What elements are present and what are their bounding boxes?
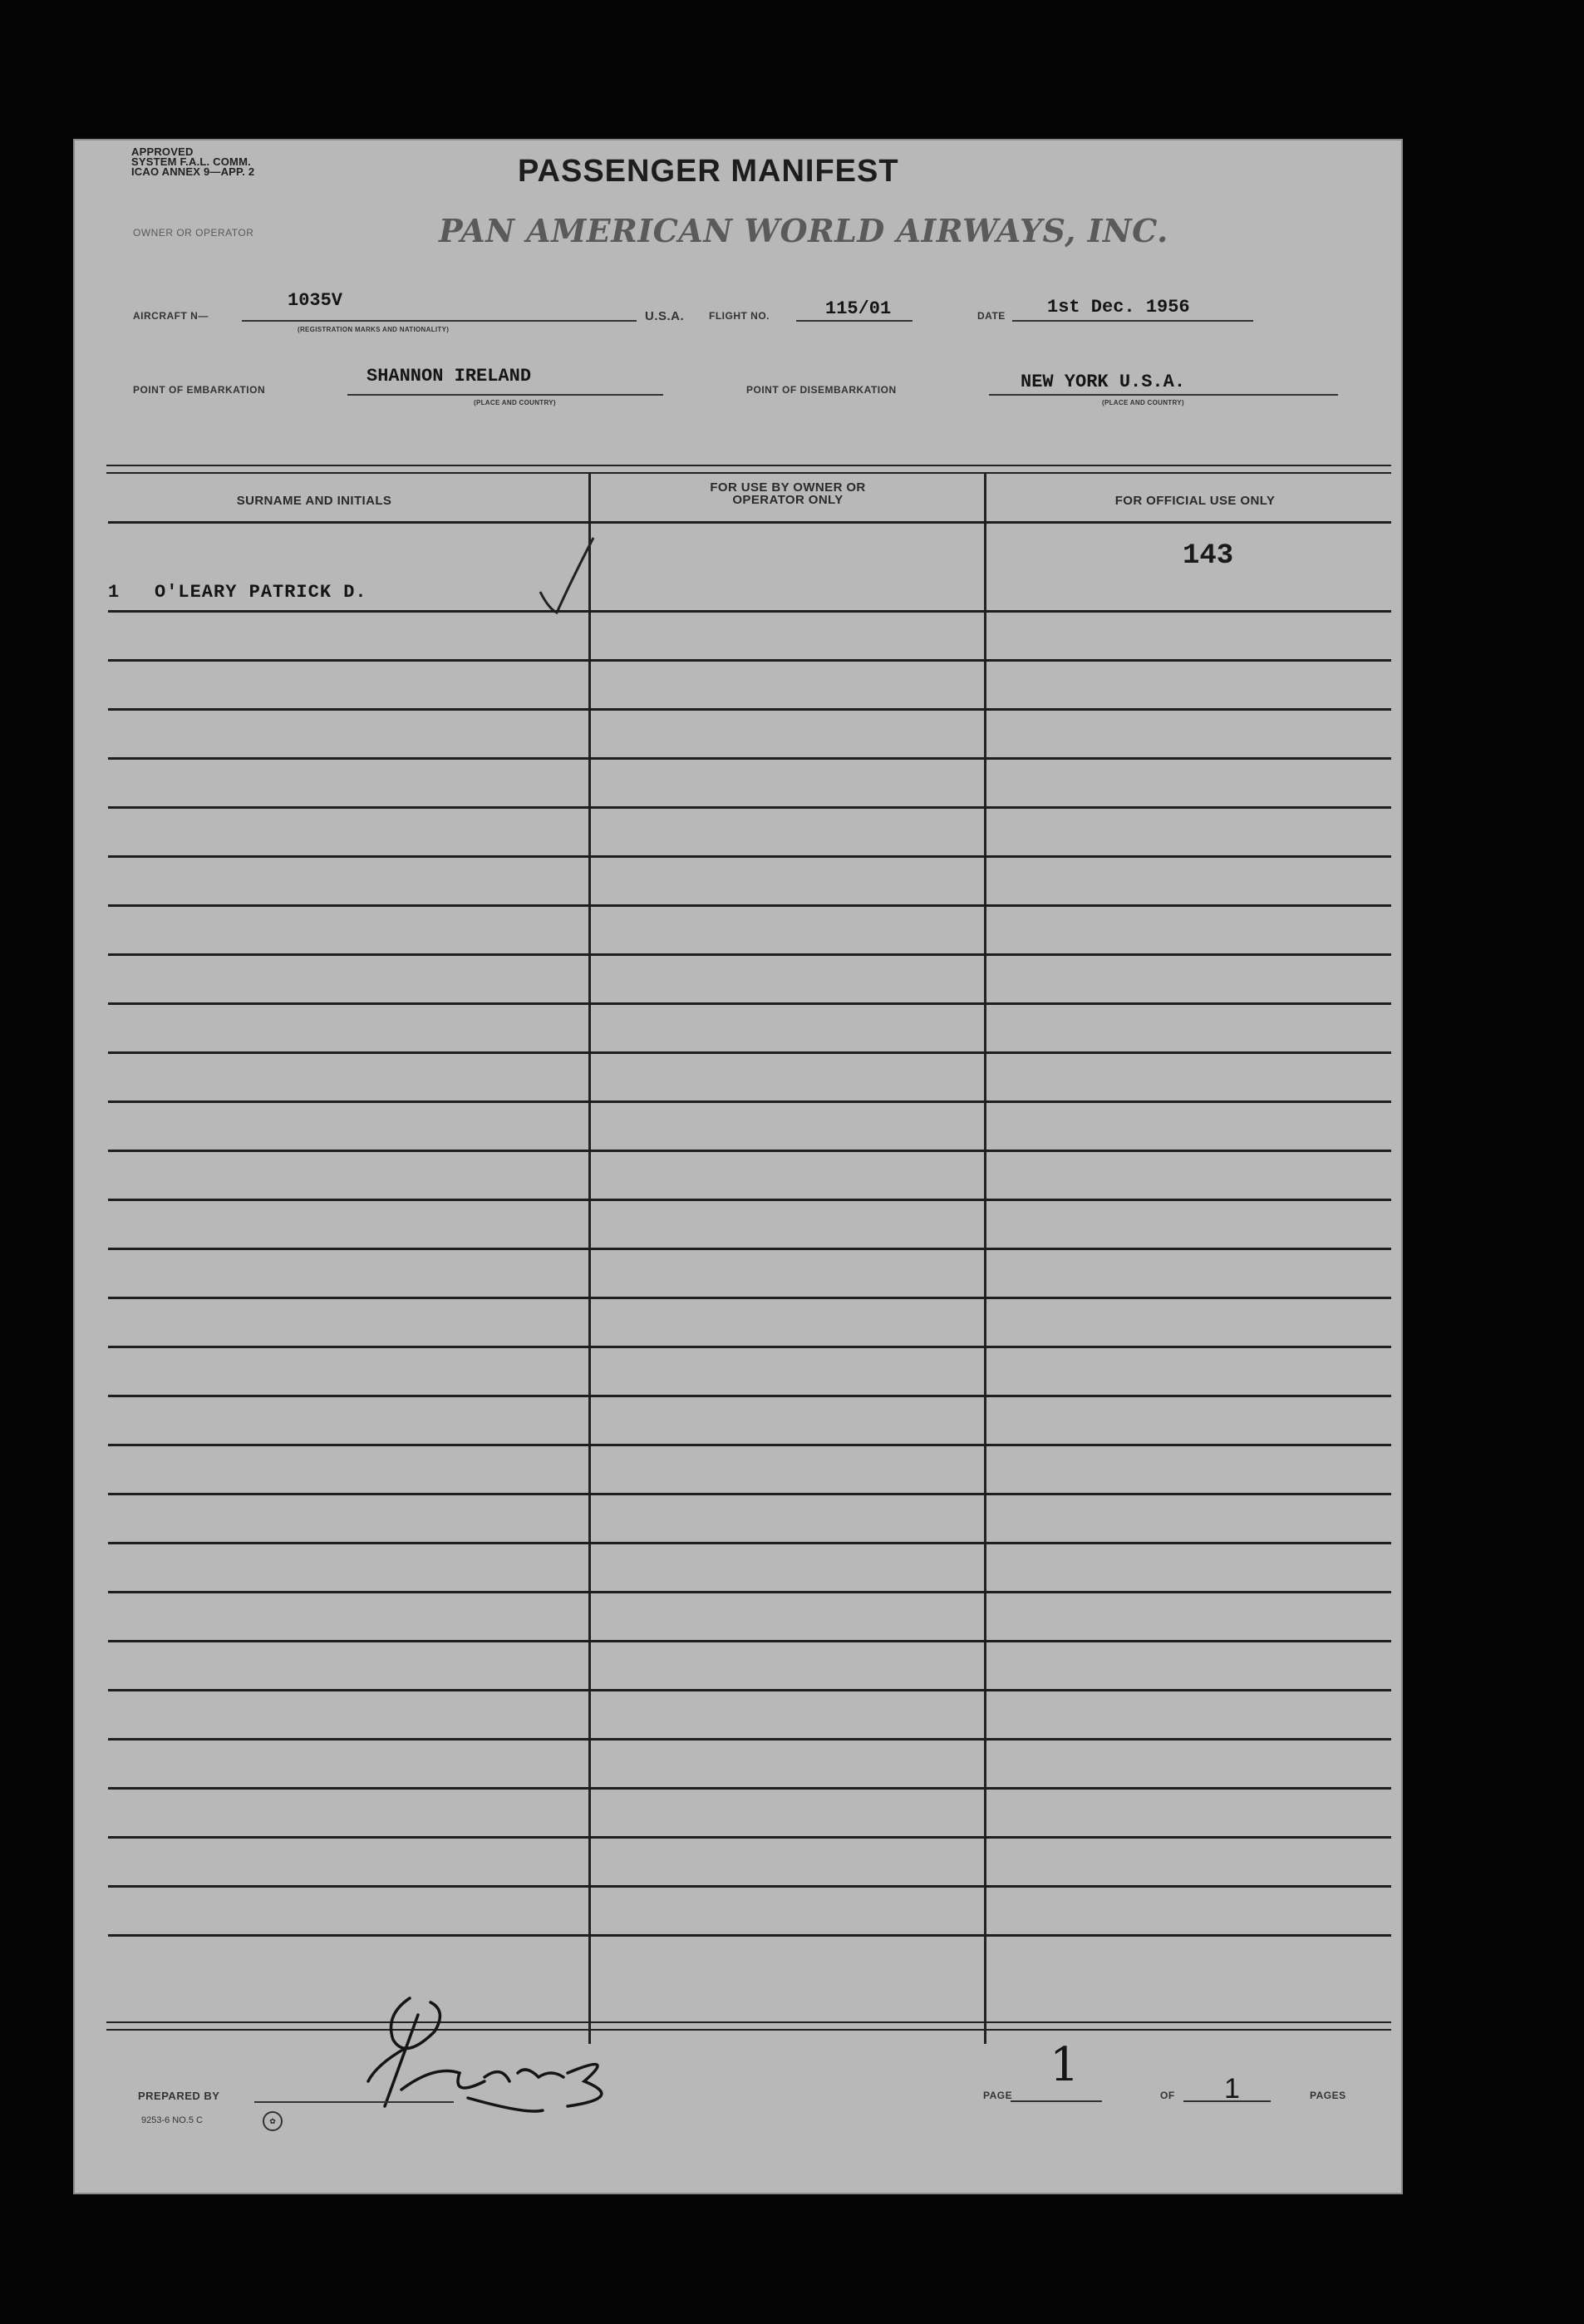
- table-row: [108, 1150, 1391, 1152]
- table-bottom-rule: [106, 2021, 1391, 2031]
- table-row: [108, 855, 1391, 858]
- table-row: [108, 1493, 1391, 1495]
- union-label-icon: ✿: [263, 2111, 283, 2131]
- official-number: 143: [1183, 540, 1234, 572]
- prepared-by-label: PREPARED BY: [138, 2090, 220, 2102]
- table-row: [108, 1542, 1391, 1544]
- operator-name: PAN AMERICAN WORLD AIRWAYS, INC.: [439, 212, 1168, 249]
- table-row: [108, 1591, 1391, 1593]
- approval-line: ICAO ANNEX 9—APP. 2: [131, 165, 255, 178]
- table-row: [108, 1738, 1391, 1741]
- embark-underline: [347, 394, 663, 396]
- page-label: PAGE: [983, 2090, 1013, 2101]
- prepared-by-underline: [254, 2101, 454, 2103]
- approval-line: APPROVED: [131, 145, 194, 158]
- table-row: [108, 1934, 1391, 1937]
- table-row: [108, 1787, 1391, 1790]
- pages-label: PAGES: [1310, 2090, 1346, 2101]
- row-index: 1: [108, 582, 120, 603]
- manifest-sheet: [73, 139, 1403, 2194]
- flight-value: 115/01: [825, 298, 892, 319]
- table-row: [108, 610, 1391, 613]
- disembark-label: POINT OF DISEMBARKATION: [746, 384, 897, 396]
- disembark-value: NEW YORK U.S.A.: [1021, 372, 1186, 392]
- table-row: [108, 757, 1391, 760]
- page-title: PASSENGER MANIFEST: [518, 154, 899, 189]
- table-row: [108, 1885, 1391, 1888]
- of-underline: [1183, 2100, 1271, 2102]
- date-underline: [1012, 320, 1253, 322]
- aircraft-label: AIRCRAFT N—: [133, 310, 209, 322]
- flight-underline: [796, 320, 913, 322]
- of-value: 1: [1224, 2073, 1240, 2105]
- page-value: 1: [1050, 2038, 1080, 2092]
- table-top-rule: [106, 465, 1391, 474]
- table-row: [108, 1297, 1391, 1299]
- form-code: 9253-6 NO.5 C: [141, 2115, 203, 2125]
- table-row: [108, 1640, 1391, 1642]
- aircraft-underline: [242, 320, 637, 322]
- table-row: [108, 1199, 1391, 1201]
- date-value: 1st Dec. 1956: [1047, 297, 1190, 318]
- embark-value: SHANNON IRELAND: [366, 366, 532, 387]
- header-surname: SURNAME AND INITIALS: [236, 494, 392, 508]
- owner-label: OWNER OR OPERATOR: [133, 227, 254, 239]
- passenger-name: O'LEARY PATRICK D.: [155, 582, 367, 603]
- table-row: [108, 1689, 1391, 1691]
- checkmark-icon: [539, 529, 597, 621]
- disembark-caption: (PLACE AND COUNTRY): [1102, 399, 1184, 406]
- disembark-underline: [989, 394, 1338, 396]
- approval-block: [131, 147, 254, 177]
- page-underline: [1011, 2100, 1102, 2102]
- date-label: DATE: [977, 310, 1006, 322]
- header-bottom-rule: [108, 521, 1391, 524]
- usa-label: U.S.A.: [645, 309, 685, 323]
- table-row: [108, 1002, 1391, 1005]
- table-row: [108, 1346, 1391, 1348]
- handwritten-signature: [360, 1982, 634, 2115]
- table-row: [108, 1051, 1391, 1054]
- table-row: [108, 953, 1391, 956]
- embark-caption: (PLACE AND COUNTRY): [474, 399, 556, 406]
- registration-caption: (REGISTRATION MARKS AND NATIONALITY): [298, 326, 450, 333]
- embark-label: POINT OF EMBARKATION: [133, 384, 266, 396]
- approval-line: SYSTEM F.A.L. COMM.: [131, 155, 251, 168]
- table-row: [108, 708, 1391, 711]
- table-row: [108, 1248, 1391, 1250]
- table-row: [108, 904, 1391, 907]
- table-row: [108, 1444, 1391, 1446]
- header-official-use: FOR OFFICIAL USE ONLY: [1114, 494, 1276, 508]
- table-row: [108, 1836, 1391, 1839]
- table-row: [108, 1100, 1391, 1103]
- flight-label: FLIGHT NO.: [709, 310, 770, 322]
- table-row: [108, 659, 1391, 662]
- aircraft-value: 1035V: [288, 290, 343, 311]
- of-label: OF: [1160, 2090, 1175, 2101]
- table-row: [108, 1395, 1391, 1397]
- table-row: [108, 806, 1391, 809]
- header-owner-use: FOR USE BY OWNER OR OPERATOR ONLY: [710, 480, 866, 507]
